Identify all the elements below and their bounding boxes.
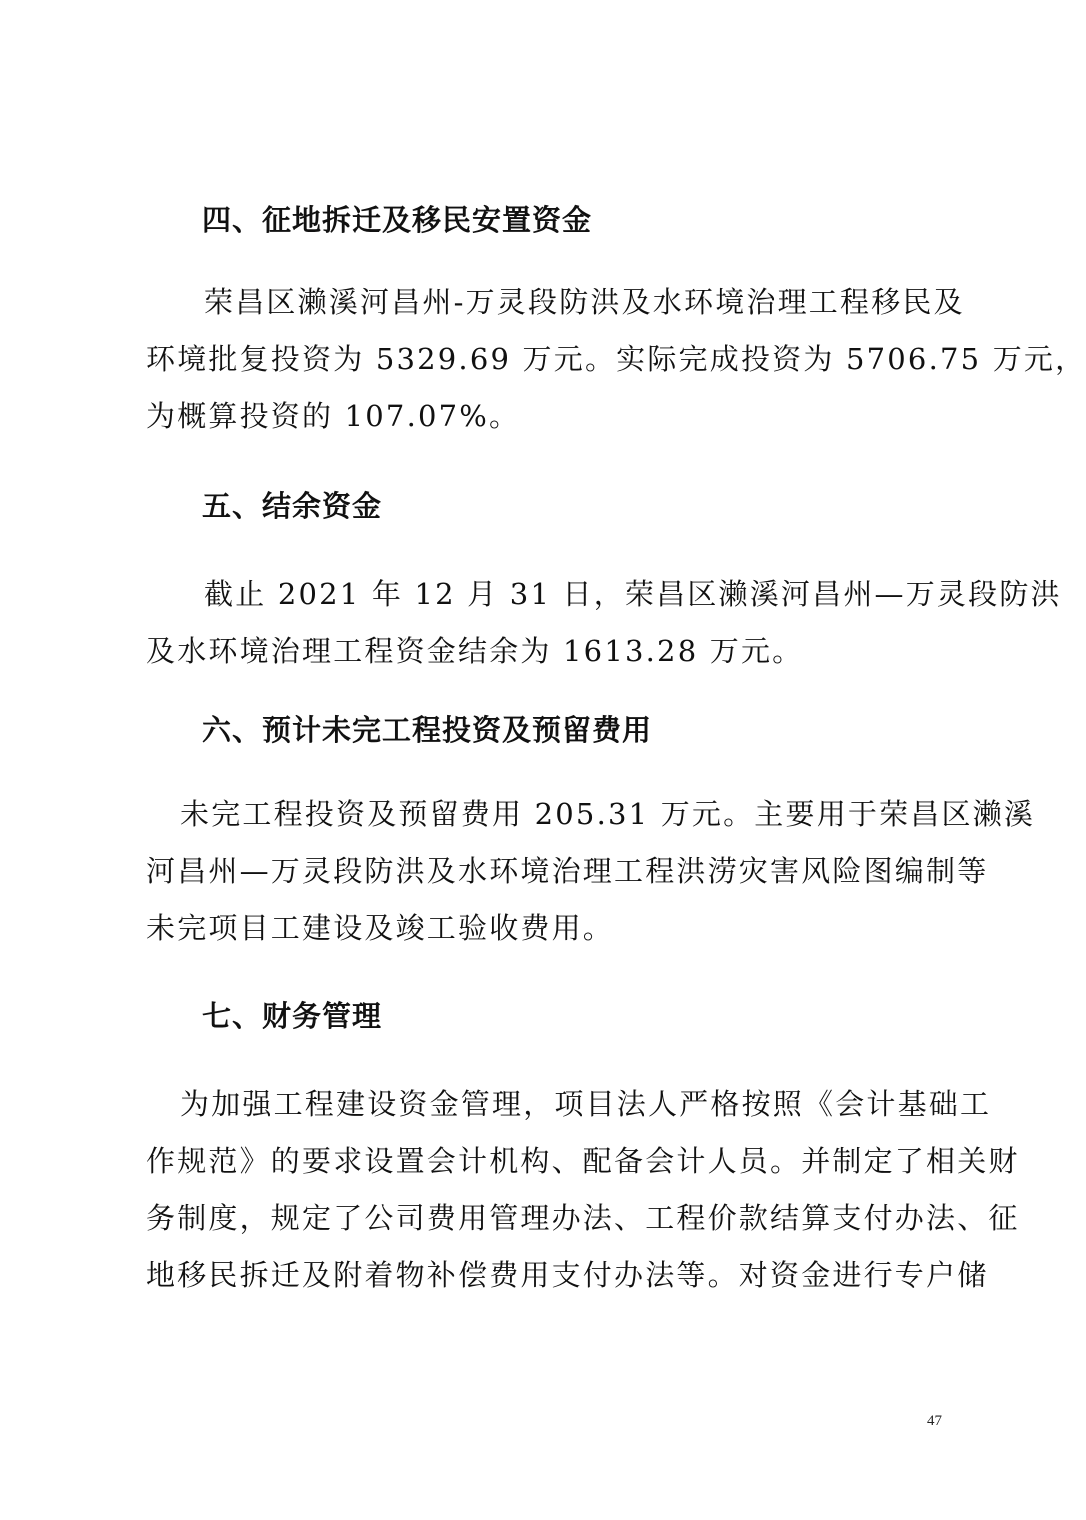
- section-heading-7: 七、财务管理: [202, 999, 383, 1033]
- page-number: 47: [927, 1413, 942, 1429]
- paragraph-line: 为概算投资的 107.07%。: [146, 399, 521, 433]
- paragraph-line: 截止 2021 年 12 月 31 日，荣昌区濑溪河昌州—万灵段防洪: [204, 577, 1062, 611]
- paragraph-line: 河昌州—万灵段防洪及水环境治理工程洪涝灾害风险图编制等: [146, 854, 989, 888]
- section-heading-6: 六、预计未完工程投资及预留费用: [202, 713, 653, 747]
- paragraph-line: 及水环境治理工程资金结余为 1613.28 万元。: [146, 634, 804, 668]
- paragraph-line: 务制度，规定了公司费用管理办法、工程价款结算支付办法、征: [146, 1201, 1020, 1235]
- section-heading-4: 四、征地拆迁及移民安置资金: [202, 203, 593, 237]
- section-paragraph-6: [146, 786, 1036, 957]
- paragraph-line: 作规范》的要求设置会计机构、配备会计人员。并制定了相关财: [146, 1144, 1020, 1178]
- paragraph-line: 荣昌区濑溪河昌州-万灵段防洪及水环境治理工程移民及: [204, 285, 965, 319]
- paragraph-line: 地移民拆迁及附着物补偿费用支付办法等。对资金进行专户储: [146, 1258, 989, 1292]
- section-paragraph-4: [146, 274, 1086, 445]
- paragraph-line: 未完工程投资及预留费用 205.31 万元。主要用于荣昌区濑溪: [180, 797, 1036, 831]
- paragraph-line: 未完项目工建设及竣工验收费用。: [146, 911, 615, 945]
- section-heading-5: 五、结余资金: [202, 489, 383, 523]
- section-paragraph-7: [146, 1076, 1020, 1304]
- section-paragraph-5: [146, 566, 1062, 680]
- paragraph-line: 环境批复投资为 5329.69 万元。实际完成投资为 5706.75 万元，: [146, 342, 1086, 376]
- paragraph-line: 为加强工程建设资金管理，项目法人严格按照《会计基础工: [180, 1087, 992, 1121]
